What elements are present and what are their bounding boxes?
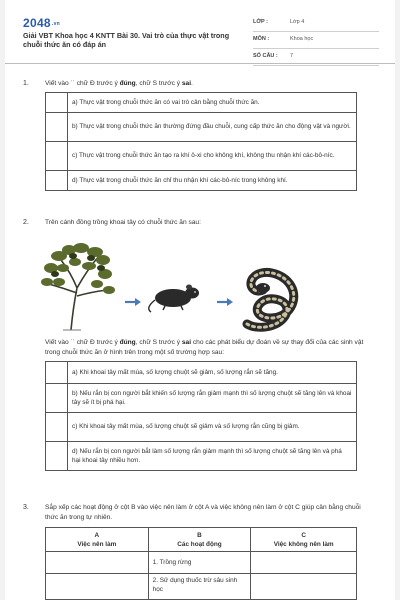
meta-label: SỐ CÂU :	[253, 53, 278, 59]
table-row	[46, 113, 357, 142]
statement-cell: d) Thực vật trong chuỗi thức ăn chỉ thu nhận khí các-bô-níc trong không khí.	[68, 171, 357, 191]
table-row	[46, 384, 357, 413]
answer-box[interactable]	[46, 384, 68, 413]
mouse-illustration	[149, 285, 199, 313]
meta-value: Lớp 4	[290, 19, 305, 25]
table-row	[46, 413, 357, 442]
table-row	[46, 552, 357, 574]
answer-box[interactable]	[46, 93, 68, 113]
answer-box[interactable]	[46, 113, 68, 142]
meta-row-subject	[253, 33, 379, 49]
statement-cell: b) Thực vật trong chuỗi thức ăn thường đứng đầu chuỗi, cung cấp thức ăn cho động vật và người.	[68, 113, 357, 142]
table-row	[46, 142, 357, 171]
meta-panel	[253, 16, 379, 67]
activity-cell: 1. Trồng rừng	[148, 552, 251, 574]
statement-cell: d) Nếu rắn bị con người bắt làm số lượng rắn giảm mạnh thì số lượng chuột sẽ tăng lên và phá hại khoai tây nhiều hơn.	[68, 442, 357, 471]
column-a-cell[interactable]	[46, 574, 149, 600]
page-title: Giải VBT Khoa học 4 KNTT Bài 30. Vai trò của thực vật trong chuỗi thức ăn có đáp án	[23, 31, 230, 49]
question-2-instruction: Viết vào ˙˙ chữ Đ trước ý đúng, chữ S trước ý sai cho các phát biểu dự đoán về sự thay đổi của các sinh vật trong chuỗi thức ăn ở hình trên trong một số trường hợp sau:	[45, 339, 364, 356]
activity-cell: 2. Sử dụng thuốc trừ sâu sinh học	[148, 574, 251, 600]
answer-box[interactable]	[46, 142, 68, 171]
question-3-table	[45, 527, 357, 600]
site-logo[interactable]: 2048.vn	[23, 16, 61, 30]
meta-row-grade	[253, 16, 379, 32]
arrow-right-icon	[125, 298, 141, 306]
answer-box[interactable]	[46, 442, 68, 471]
question-1-table	[45, 92, 357, 191]
question-3-text: Sắp xếp các hoạt động ở cột B vào việc nên làm ở cột A và việc không nên làm ở cột C giúp cân bằng chuỗi thức ăn trong tự nhiên.	[45, 504, 361, 521]
meta-value: 7	[290, 53, 294, 59]
table-row	[46, 442, 357, 471]
question-3-number: 3.	[23, 504, 29, 511]
table-row	[46, 93, 357, 113]
column-c-cell[interactable]	[251, 574, 357, 600]
potato-plant-illustration	[41, 243, 115, 330]
column-header-a: A Việc nên làm	[46, 528, 149, 552]
column-c-cell[interactable]	[251, 552, 357, 574]
column-header-b: B Các hoạt động	[148, 528, 251, 552]
statement-cell: a) Thực vật trong chuỗi thức ăn có vai trò cân bằng chuỗi thức ăn.	[68, 93, 357, 113]
table-row	[46, 171, 357, 191]
statement-cell: a) Khi khoai tây mất mùa, số lượng chuột sẽ giảm, số lượng rắn sẽ tăng.	[68, 362, 357, 384]
document-page	[5, 0, 395, 600]
question-2-number: 2.	[23, 219, 29, 226]
meta-value: Khoa học	[290, 36, 314, 42]
statement-cell: c) Thực vật trong chuỗi thức ăn tạo ra khí ô-xi cho không khí, không thu nhận khí các-bô-níc.	[68, 142, 357, 171]
arrow-right-icon	[217, 298, 233, 306]
question-1-text: Viết vào ˙˙ chữ Đ trước ý đúng, chữ S trước ý sai.	[45, 80, 193, 87]
column-header-c: C Việc không nên làm	[251, 528, 357, 552]
answer-box[interactable]	[46, 171, 68, 191]
table-row	[46, 574, 357, 600]
statement-cell: c) Khi khoai tây mất mùa, số lượng chuột sẽ giảm và số lượng rắn cũng bị giảm.	[68, 413, 357, 442]
food-chain-illustration	[41, 238, 361, 333]
column-a-cell[interactable]	[46, 552, 149, 574]
statement-cell: b) Nếu rắn bị con người bắt khiến số lượng rắn giảm mạnh thì số lượng chuột sẽ tăng lên và khoai tây sẽ ít bị phá hại.	[68, 384, 357, 413]
table-header-row	[46, 528, 357, 552]
answer-box[interactable]	[46, 362, 68, 384]
question-2-table	[45, 361, 357, 471]
meta-row-count	[253, 50, 379, 66]
answer-box[interactable]	[46, 413, 68, 442]
table-row	[46, 362, 357, 384]
meta-label: MÔN :	[253, 36, 270, 42]
question-2-text: Trên cánh đồng trồng khoai tây có chuỗi thức ăn sau:	[45, 219, 201, 226]
question-1-number: 1.	[23, 80, 29, 87]
snake-illustration	[247, 272, 294, 327]
document-header	[5, 0, 395, 64]
meta-label: LỚP :	[253, 19, 268, 25]
